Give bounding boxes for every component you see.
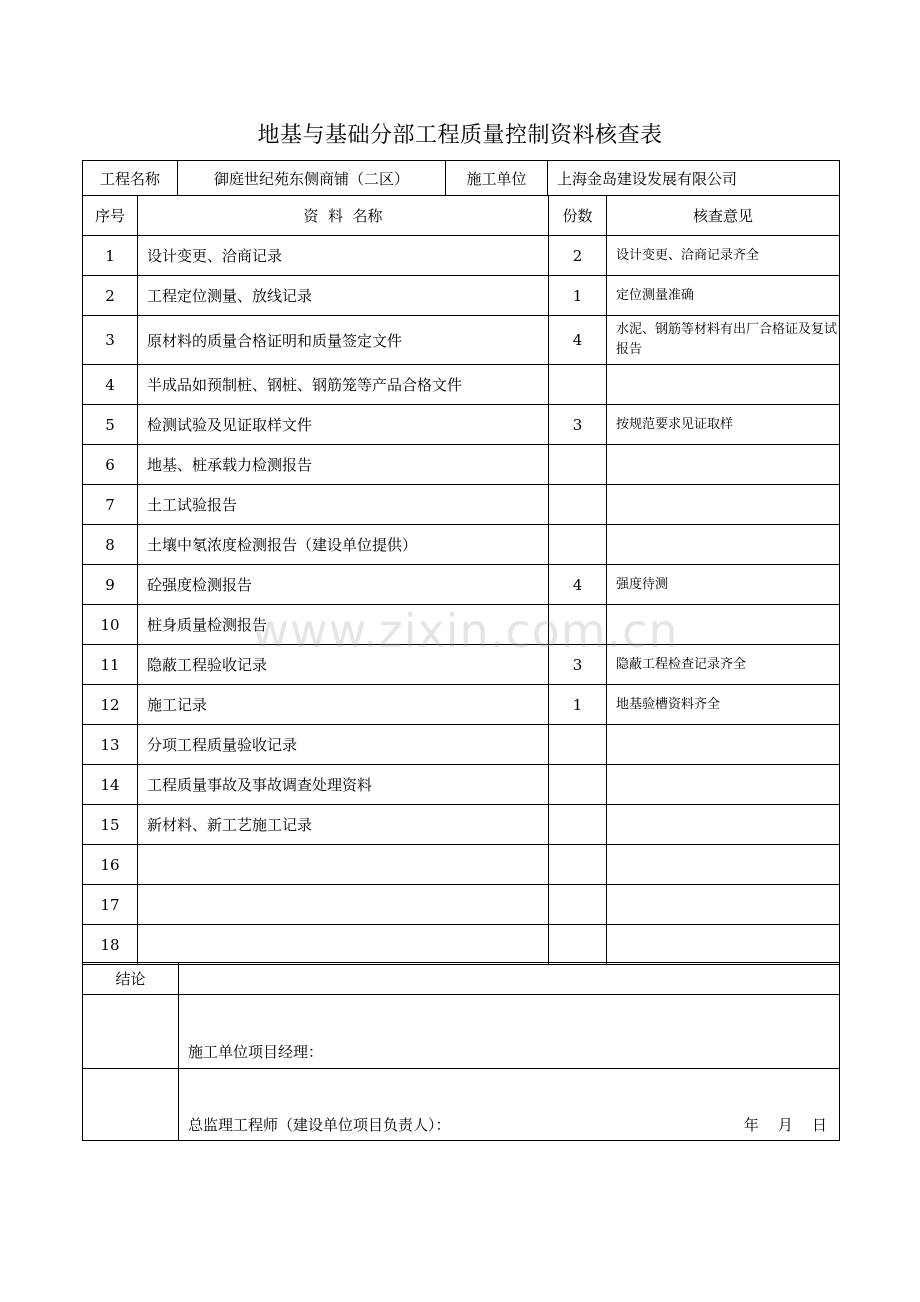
manager-sign-label: 施工单位项目经理： (188, 1043, 324, 1061)
table-row (83, 605, 840, 645)
row-copies (549, 485, 607, 525)
row-document-name: 土壤中氡浓度检测报告（建设单位提供） (138, 525, 549, 565)
row-opinion (607, 725, 840, 765)
row-no: 13 (83, 725, 138, 765)
row-document-name: 砼强度检测报告 (138, 565, 549, 605)
table-row (83, 565, 840, 605)
row-no: 15 (83, 805, 138, 845)
table-row (83, 316, 840, 365)
row-copies: 4 (549, 565, 607, 605)
row-no: 16 (83, 845, 138, 885)
row-copies (549, 445, 607, 485)
table-row (83, 685, 840, 725)
row-document-name: 设计变更、洽商记录 (138, 236, 549, 276)
conclusion-table (82, 962, 840, 1141)
table-row (83, 725, 840, 765)
row-document-name: 原材料的质量合格证明和质量签定文件 (138, 316, 549, 365)
row-opinion (607, 525, 840, 565)
row-opinion: 强度待测 (607, 565, 840, 605)
row-copies (549, 605, 607, 645)
row-no: 8 (83, 525, 138, 565)
table-row (83, 236, 840, 276)
row-no: 11 (83, 645, 138, 685)
row-opinion: 定位测量准确 (607, 276, 840, 316)
table-row (83, 276, 840, 316)
table-header-row (83, 196, 840, 236)
row-copies (549, 725, 607, 765)
row-document-name: 隐蔽工程验收记录 (138, 645, 549, 685)
row-no: 3 (83, 316, 138, 365)
row-opinion (607, 485, 840, 525)
row-no: 9 (83, 565, 138, 605)
project-info-row (83, 161, 840, 196)
row-document-name: 新材料、新工艺施工记录 (138, 805, 549, 845)
row-document-name: 桩身质量检测报告 (138, 605, 549, 645)
row-no: 2 (83, 276, 138, 316)
row-opinion: 隐蔽工程检查记录齐全 (607, 645, 840, 685)
manager-sign-row (83, 995, 840, 1069)
table-row (83, 405, 840, 445)
row-opinion (607, 605, 840, 645)
row-no: 10 (83, 605, 138, 645)
supervisor-sign-row (83, 1069, 840, 1141)
sign-date: 年 月 日 (743, 1116, 827, 1134)
row-document-name: 土工试验报告 (138, 485, 549, 525)
conclusion-row (83, 963, 840, 995)
row-copies (549, 845, 607, 885)
row-no: 1 (83, 236, 138, 276)
row-no: 17 (83, 885, 138, 925)
row-document-name: 分项工程质量验收记录 (138, 725, 549, 765)
column-header-name: 资 料 名称 (138, 196, 549, 236)
row-opinion: 设计变更、洽商记录齐全 (607, 236, 840, 276)
conclusion-content (179, 963, 840, 995)
project-name-label: 工程名称 (83, 161, 178, 196)
supervisor-sign-label: 总监理工程师（建设单位项目负责人）： (188, 1116, 451, 1134)
row-no: 5 (83, 405, 138, 445)
row-copies (549, 925, 607, 965)
row-opinion (607, 765, 840, 805)
table-row (83, 805, 840, 845)
row-document-name (138, 925, 549, 965)
row-copies: 2 (549, 236, 607, 276)
project-info-table (82, 160, 840, 196)
table-row (83, 645, 840, 685)
row-opinion (607, 925, 840, 965)
row-opinion (607, 885, 840, 925)
column-header-copies: 份数 (549, 196, 607, 236)
row-opinion: 水泥、钢筋等材料有出厂合格证及复试报告 (607, 316, 840, 365)
row-opinion (607, 845, 840, 885)
row-copies: 1 (549, 685, 607, 725)
contractor-value: 上海金岛建设发展有限公司 (548, 161, 840, 196)
row-copies (549, 805, 607, 845)
manager-sign-blank (83, 995, 179, 1069)
column-header-no: 序号 (83, 196, 138, 236)
row-document-name: 工程质量事故及事故调查处理资料 (138, 765, 549, 805)
row-document-name (138, 885, 549, 925)
row-document-name: 施工记录 (138, 685, 549, 725)
row-no: 18 (83, 925, 138, 965)
row-opinion (607, 445, 840, 485)
table-row (83, 525, 840, 565)
row-opinion: 按规范要求见证取样 (607, 405, 840, 445)
row-no: 6 (83, 445, 138, 485)
row-copies: 1 (549, 276, 607, 316)
row-copies: 3 (549, 645, 607, 685)
row-no: 14 (83, 765, 138, 805)
table-row (83, 485, 840, 525)
table-row (83, 845, 840, 885)
page-title: 地基与基础分部工程质量控制资料核查表 (257, 123, 663, 148)
column-header-opinion: 核查意见 (607, 196, 840, 236)
row-opinion: 地基验槽资料齐全 (607, 685, 840, 725)
manager-sign-cell (179, 995, 840, 1069)
table-row (83, 765, 840, 805)
table-row (83, 365, 840, 405)
row-opinion (607, 365, 840, 405)
row-copies: 4 (549, 316, 607, 365)
row-copies: 3 (549, 405, 607, 445)
table-row (83, 445, 840, 485)
row-opinion (607, 805, 840, 845)
row-document-name: 半成品如预制桩、钢桩、钢筋笼等产品合格文件 (138, 365, 549, 405)
row-document-name: 地基、桩承载力检测报告 (138, 445, 549, 485)
contractor-label: 施工单位 (446, 161, 548, 196)
watermark: www.zixin.com.cn (251, 604, 679, 658)
document-check-table (82, 195, 840, 965)
supervisor-sign-blank (83, 1069, 179, 1141)
row-copies (549, 885, 607, 925)
row-no: 7 (83, 485, 138, 525)
row-copies (549, 365, 607, 405)
conclusion-label: 结论 (83, 963, 179, 995)
supervisor-sign-cell (179, 1069, 840, 1141)
row-copies (549, 525, 607, 565)
row-document-name: 工程定位测量、放线记录 (138, 276, 549, 316)
table-row (83, 885, 840, 925)
row-no: 4 (83, 365, 138, 405)
table-row (83, 925, 840, 965)
row-copies (549, 765, 607, 805)
row-document-name (138, 845, 549, 885)
project-name-value: 御庭世纪苑东侧商铺（二区） (178, 161, 446, 196)
row-no: 12 (83, 685, 138, 725)
row-document-name: 检测试验及见证取样文件 (138, 405, 549, 445)
